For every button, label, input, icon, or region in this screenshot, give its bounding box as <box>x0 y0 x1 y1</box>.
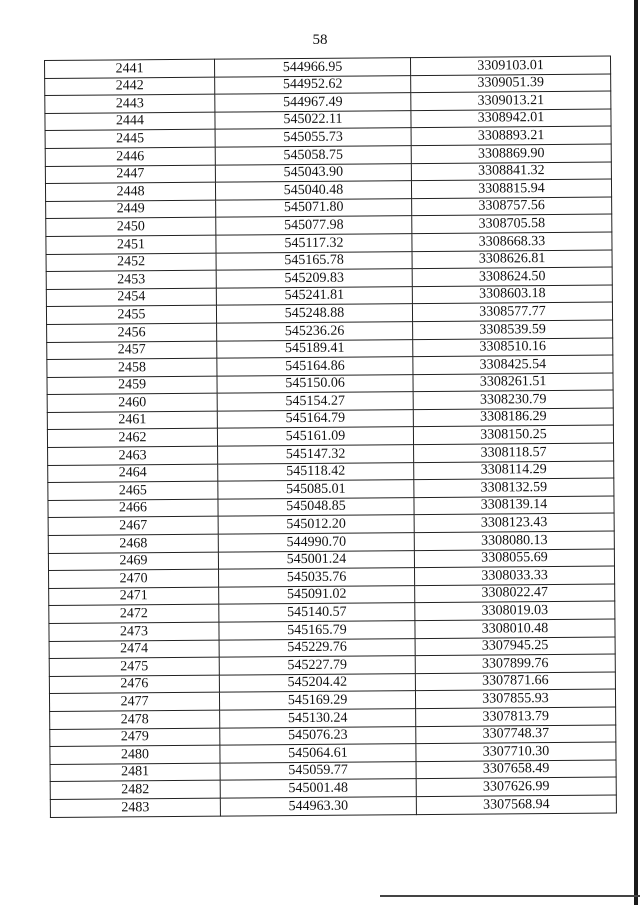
x-coordinate-cell: 545204.42 <box>219 673 415 692</box>
x-coordinate-cell: 545055.73 <box>215 128 411 147</box>
y-coordinate-cell: 3308869.90 <box>411 144 611 163</box>
x-coordinate-cell: 545147.32 <box>218 445 414 464</box>
y-coordinate-cell: 3307813.79 <box>416 707 616 726</box>
point-number-cell: 2469 <box>48 552 218 571</box>
point-number-cell: 2457 <box>47 341 217 360</box>
y-coordinate-cell: 3308123.43 <box>414 513 614 532</box>
y-coordinate-cell: 3307710.30 <box>416 742 616 761</box>
x-coordinate-cell: 545248.88 <box>216 304 412 323</box>
scan-edge-bottom <box>380 895 640 897</box>
point-number-cell: 2473 <box>49 622 219 641</box>
coordinate-table-body <box>45 56 617 817</box>
y-coordinate-cell: 3307748.37 <box>416 725 616 744</box>
x-coordinate-cell: 544963.30 <box>220 797 416 816</box>
x-coordinate-cell: 545058.75 <box>215 146 411 165</box>
y-coordinate-cell: 3308010.48 <box>415 619 615 638</box>
point-number-cell: 2483 <box>50 798 220 817</box>
y-coordinate-cell: 3308186.29 <box>413 408 613 427</box>
x-coordinate-cell: 545071.80 <box>216 198 412 217</box>
x-coordinate-cell: 545077.98 <box>216 216 412 235</box>
point-number-cell: 2446 <box>45 147 215 166</box>
x-coordinate-cell: 545150.06 <box>217 374 413 393</box>
point-number-cell: 2454 <box>46 288 216 307</box>
point-number-cell: 2465 <box>48 481 218 500</box>
y-coordinate-cell: 3308705.58 <box>412 214 612 233</box>
point-number-cell: 2444 <box>45 112 215 131</box>
x-coordinate-cell: 545076.23 <box>220 726 416 745</box>
x-coordinate-cell: 545064.61 <box>220 744 416 763</box>
x-coordinate-cell: 545241.81 <box>216 286 412 305</box>
coordinate-table-wrapper <box>44 56 616 818</box>
x-coordinate-cell: 545048.85 <box>218 497 414 516</box>
point-number-cell: 2442 <box>45 77 215 96</box>
x-coordinate-cell: 545043.90 <box>215 163 411 182</box>
point-number-cell: 2451 <box>46 235 216 254</box>
y-coordinate-cell: 3308033.33 <box>414 566 614 585</box>
point-number-cell: 2467 <box>48 517 218 536</box>
y-coordinate-cell: 3307899.76 <box>415 654 615 673</box>
y-coordinate-cell: 3307626.99 <box>416 777 616 796</box>
x-coordinate-cell: 544990.70 <box>218 533 414 552</box>
x-coordinate-cell: 545165.79 <box>219 621 415 640</box>
point-number-cell: 2462 <box>47 429 217 448</box>
scan-edge-right <box>634 0 638 905</box>
y-coordinate-cell: 3308624.50 <box>412 267 612 286</box>
y-coordinate-cell: 3308893.21 <box>411 126 611 145</box>
x-coordinate-cell: 545169.29 <box>219 691 415 710</box>
point-number-cell: 2449 <box>46 200 216 219</box>
point-number-cell: 2472 <box>49 605 219 624</box>
page-number: 58 <box>312 32 328 48</box>
point-number-cell: 2470 <box>49 569 219 588</box>
x-coordinate-cell: 545001.24 <box>218 550 414 569</box>
y-coordinate-cell: 3308539.59 <box>413 320 613 339</box>
point-number-cell: 2475 <box>49 657 219 676</box>
point-number-cell: 2468 <box>48 534 218 553</box>
y-coordinate-cell: 3308150.25 <box>413 426 613 445</box>
x-coordinate-cell: 545130.24 <box>220 709 416 728</box>
y-coordinate-cell: 3307945.25 <box>415 637 615 656</box>
point-number-cell: 2443 <box>45 94 215 113</box>
point-number-cell: 2479 <box>50 728 220 747</box>
point-number-cell: 2474 <box>49 640 219 659</box>
point-number-cell: 2466 <box>48 499 218 518</box>
y-coordinate-cell: 3309051.39 <box>411 74 611 93</box>
y-coordinate-cell: 3308603.18 <box>412 285 612 304</box>
x-coordinate-cell: 545118.42 <box>218 462 414 481</box>
y-coordinate-cell: 3308425.54 <box>413 355 613 374</box>
x-coordinate-cell: 545022.11 <box>215 110 411 129</box>
point-number-cell: 2464 <box>48 464 218 483</box>
point-number-cell: 2471 <box>49 587 219 606</box>
x-coordinate-cell: 545012.20 <box>218 515 414 534</box>
y-coordinate-cell: 3309013.21 <box>411 91 611 110</box>
x-coordinate-cell: 545154.27 <box>217 392 413 411</box>
y-coordinate-cell: 3308815.94 <box>411 179 611 198</box>
point-number-cell: 2453 <box>46 270 216 289</box>
point-number-cell: 2458 <box>47 358 217 377</box>
y-coordinate-cell: 3307871.66 <box>415 672 615 691</box>
x-coordinate-cell: 545161.09 <box>217 427 413 446</box>
point-number-cell: 2478 <box>50 710 220 729</box>
point-number-cell: 2461 <box>47 411 217 430</box>
y-coordinate-cell: 3308626.81 <box>412 250 612 269</box>
y-coordinate-cell: 3308139.14 <box>414 496 614 515</box>
x-coordinate-cell: 545117.32 <box>216 234 412 253</box>
point-number-cell: 2477 <box>49 693 219 712</box>
x-coordinate-cell: 545035.76 <box>219 568 415 587</box>
point-number-cell: 2441 <box>45 59 215 78</box>
y-coordinate-cell: 3308668.33 <box>412 232 612 251</box>
point-number-cell: 2476 <box>49 675 219 694</box>
point-number-cell: 2445 <box>45 130 215 149</box>
x-coordinate-cell: 545165.78 <box>216 251 412 270</box>
point-number-cell: 2448 <box>45 182 215 201</box>
y-coordinate-cell: 3308230.79 <box>413 390 613 409</box>
x-coordinate-cell: 545227.79 <box>219 656 415 675</box>
point-number-cell: 2460 <box>47 393 217 412</box>
coordinate-table <box>44 56 617 818</box>
x-coordinate-cell: 545164.79 <box>217 409 413 428</box>
y-coordinate-cell: 3308118.57 <box>414 443 614 462</box>
point-number-cell: 2459 <box>47 376 217 395</box>
point-number-cell: 2481 <box>50 763 220 782</box>
x-coordinate-cell: 545040.48 <box>215 181 411 200</box>
point-number-cell: 2482 <box>50 780 220 799</box>
y-coordinate-cell: 3307568.94 <box>416 795 616 814</box>
point-number-cell: 2455 <box>46 305 216 324</box>
point-number-cell: 2463 <box>48 446 218 465</box>
y-coordinate-cell: 3308757.56 <box>412 197 612 216</box>
y-coordinate-cell: 3307658.49 <box>416 760 616 779</box>
table-row <box>50 795 616 817</box>
y-coordinate-cell: 3308577.77 <box>412 302 612 321</box>
y-coordinate-cell: 3308019.03 <box>415 601 615 620</box>
x-coordinate-cell: 544952.62 <box>215 75 411 94</box>
x-coordinate-cell: 545189.41 <box>217 339 413 358</box>
point-number-cell: 2447 <box>45 165 215 184</box>
point-number-cell: 2480 <box>50 745 220 764</box>
point-number-cell: 2450 <box>46 217 216 236</box>
x-coordinate-cell: 545236.26 <box>217 322 413 341</box>
x-coordinate-cell: 545209.83 <box>216 269 412 288</box>
y-coordinate-cell: 3308510.16 <box>413 338 613 357</box>
y-coordinate-cell: 3308841.32 <box>411 162 611 181</box>
x-coordinate-cell: 545085.01 <box>218 480 414 499</box>
x-coordinate-cell: 545164.86 <box>217 357 413 376</box>
x-coordinate-cell: 545229.76 <box>219 638 415 657</box>
y-coordinate-cell: 3308055.69 <box>414 549 614 568</box>
y-coordinate-cell: 3308132.59 <box>414 478 614 497</box>
x-coordinate-cell: 544966.95 <box>214 58 410 77</box>
point-number-cell: 2456 <box>47 323 217 342</box>
y-coordinate-cell: 3308942.01 <box>411 109 611 128</box>
x-coordinate-cell: 545140.57 <box>219 603 415 622</box>
y-coordinate-cell: 3307855.93 <box>415 689 615 708</box>
y-coordinate-cell: 3308261.51 <box>413 373 613 392</box>
y-coordinate-cell: 3308114.29 <box>414 461 614 480</box>
x-coordinate-cell: 545091.02 <box>219 585 415 604</box>
x-coordinate-cell: 544967.49 <box>215 93 411 112</box>
x-coordinate-cell: 545059.77 <box>220 761 416 780</box>
x-coordinate-cell: 545001.48 <box>220 779 416 798</box>
y-coordinate-cell: 3308080.13 <box>414 531 614 550</box>
point-number-cell: 2452 <box>46 253 216 272</box>
y-coordinate-cell: 3309103.01 <box>410 56 610 75</box>
y-coordinate-cell: 3308022.47 <box>415 584 615 603</box>
